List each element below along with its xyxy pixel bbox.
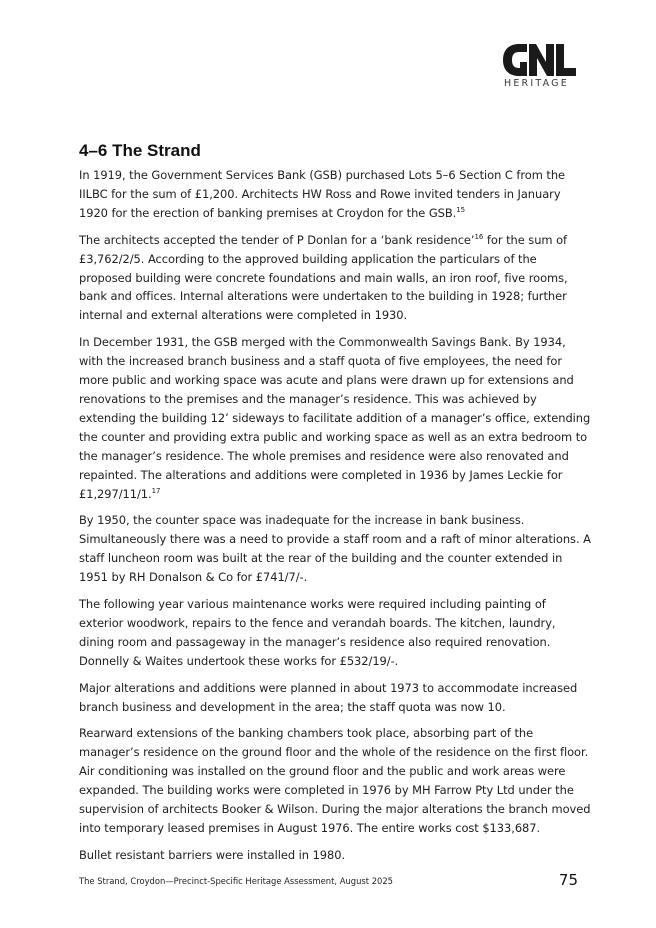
- footnote-ref-16[interactable]: 16: [474, 232, 484, 241]
- paragraph-text: for the sum of £3,762/2/5. According to the approved building application the particulars of the proposed building were concrete foundations and main walls, an iron roof, five rooms, bank and offices. Internal alterations were undertaken to the building in 1928; further internal and external alterations were completed in 1930.: [79, 232, 568, 323]
- footer-document-title: The Strand, Croydon—Precinct-Specific Heritage Assessment, August 2025: [79, 876, 394, 886]
- paragraph-3: [79, 333, 591, 503]
- logo-subtitle: HERITAGE: [504, 78, 569, 89]
- page-number: 75: [558, 871, 578, 889]
- footnote-ref-15[interactable]: 15: [456, 205, 466, 214]
- paragraph-1: [79, 166, 591, 223]
- paragraph-7: [79, 724, 591, 837]
- paragraph-text: The architects accepted the tender of P Donlan for a ‘bank residence’: [79, 232, 475, 247]
- paragraph-text: In December 1931, the GSB merged with the Commonwealth Savings Bank. By 1934, with the increased branch business and a staff quota of five employees, the need for more public and working space was acute and plans were drawn up for extensions and renovations to the premises and the manager’s residence. This was achieved by extending the building 12’ sideways to facilitate addition of a manager’s office, extending the counter and providing extra public and working space as well as an extra bedroom to the manager’s residence. The whole premises and residence were also renovated and repainted. The alterations and additions were completed in 1936 by James Leckie for £1,297/11/1.: [79, 335, 591, 501]
- paragraph-8: [79, 846, 591, 865]
- paragraph-text: The following year various maintenance works were required including painting of exterior woodwork, repairs to the fence and verandah boards. The kitchen, laundry, dining room and passageway in the manager’s residence also required renovation. Donnelly & Waites undertook these works for £532/19/-.: [79, 597, 556, 668]
- paragraph-text: In 1919, the Government Services Bank (GSB) purchased Lots 5–6 Section C from the IILBC for the sum of £1,200. Architects HW Ross and Rowe invited tenders in January 1920 for the erection of banking premises at Croydon for the GSB.: [79, 168, 566, 220]
- footnote-ref-17[interactable]: 17: [151, 486, 161, 495]
- gml-logo-mark-icon: [502, 42, 578, 78]
- paragraph-5: [79, 595, 591, 671]
- paragraph-text: By 1950, the counter space was inadequate for the increase in bank business. Simultaneously there was a need to provide a staff room and a raft of minor alterations. A staff luncheon room was built at the rear of the building and the counter extended in 1951 by RH Donalson & Co for £741/7/-.: [79, 513, 591, 585]
- paragraph-6: [79, 679, 591, 717]
- paragraph-2: [79, 231, 591, 326]
- paragraph-text: Major alterations and additions were planned in about 1973 to accommodate increased branch business and development in the area; the staff quota was now 10.: [79, 680, 578, 714]
- section-title: 4–6 The Strand: [79, 141, 201, 160]
- document-body: [79, 140, 591, 873]
- paragraph-4: [79, 511, 591, 587]
- paragraph-text: Bullet resistant barriers were installed in 1980.: [79, 847, 346, 862]
- paragraph-text: Rearward extensions of the banking chambers took place, absorbing part of the manager’s residence on the ground floor and the whole of the residence on the first floor. Air conditioning was installed on the ground floor and the public and work areas were expanded. The building works were completed in 1976 by MH Farrow Pty Ltd under the supervision of architects Booker & Wilson. During the major alterations the branch moved into temporary leased premises in August 1976. The entire works cost $133,687.: [79, 726, 591, 835]
